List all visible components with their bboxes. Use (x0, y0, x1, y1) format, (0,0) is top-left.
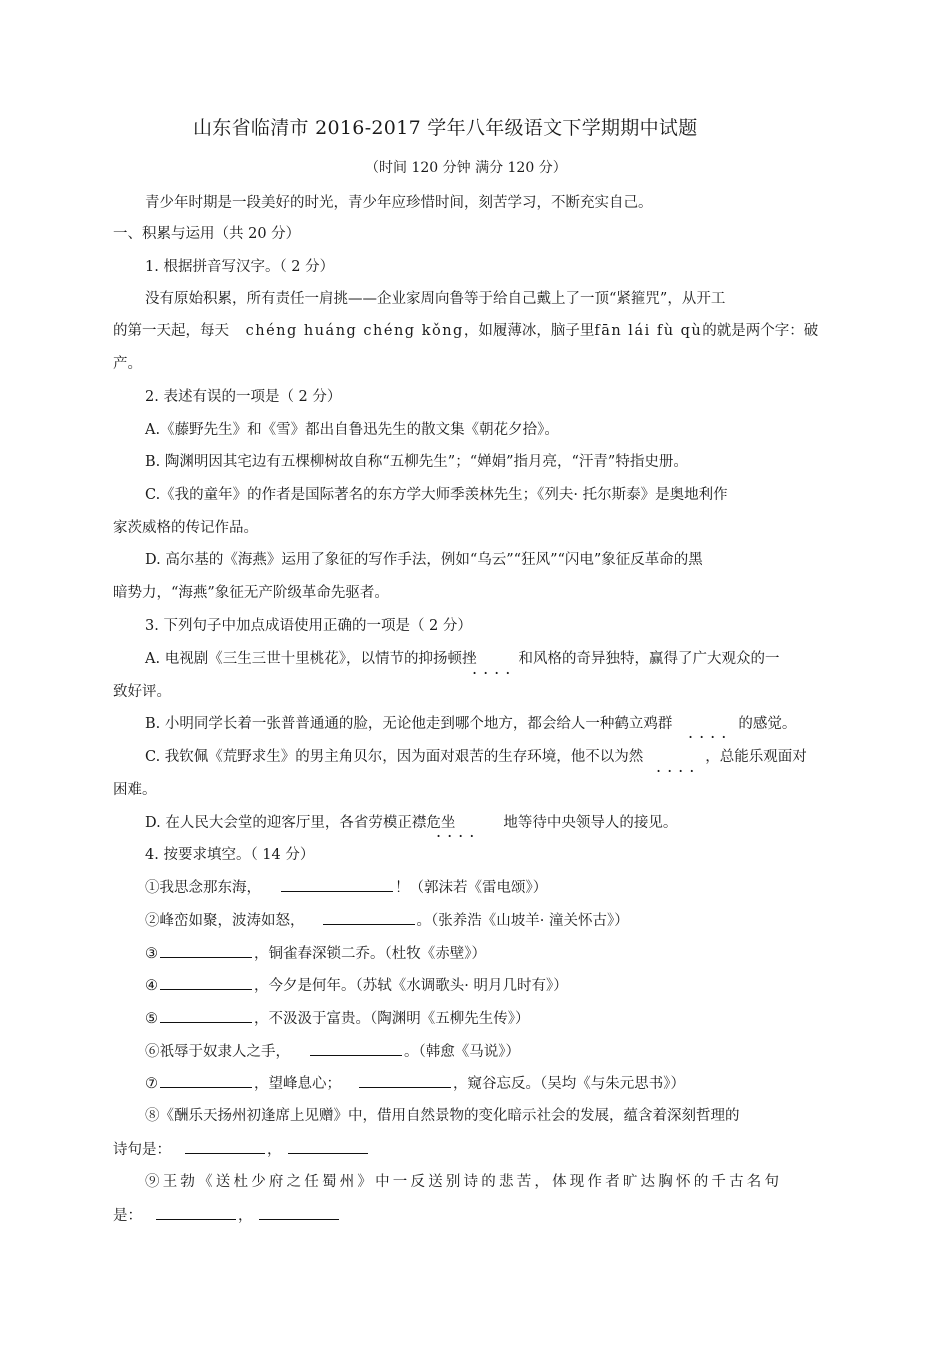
question-3-option-c (145, 747, 807, 767)
question-2-option-c: C.《我的童年》的作者是国际著名的东方学大师季羡林先生；《列夫· 托尔斯泰》是奥地利作 (145, 487, 728, 503)
intro-text: 青少年时期是一段美好的时光，青少年应珍惜时间，刻苦学习，不断充实自己。 (145, 195, 653, 211)
item-text: ⑤ (145, 1011, 158, 1027)
item-text: ，望峰息心； (254, 1076, 341, 1092)
fill-item-5 (145, 1008, 530, 1029)
passage-text: ，如履薄冰，脑子里 (463, 323, 595, 339)
item-text: 。（韩愈《马说》） (404, 1044, 520, 1060)
answer-blank[interactable] (259, 1205, 339, 1220)
fill-item-3 (145, 943, 486, 964)
item-text: 诗句是： (113, 1142, 171, 1158)
question-2-stem: 2. 表述有误的一项是（ 2 分） (145, 389, 342, 405)
question-3-option-c-cont: 困难。 (113, 782, 157, 798)
option-text: 的感觉。 (738, 716, 797, 732)
fill-item-6 (145, 1041, 520, 1062)
item-text: ！（郭沫若《雷电颂》） (395, 880, 548, 896)
pinyin-prompt-2: fān lái fù qù (594, 323, 703, 339)
passage-text: 的第一天起，每天 (113, 323, 229, 339)
item-text: ④ (145, 978, 158, 994)
item-text: ， (238, 1208, 253, 1224)
page-title: 山东省临清市 2016-2017 学年八年级语文下学期期中试题 (193, 117, 698, 139)
question-2-option-c-cont: 家茨威格的传记作品。 (113, 520, 258, 536)
answer-blank[interactable] (310, 1041, 402, 1056)
answer-blank[interactable] (359, 1073, 451, 1088)
item-text: ①我思念那东海， (145, 880, 261, 896)
answer-blank[interactable] (156, 1205, 236, 1220)
item-text: ⑦ (145, 1076, 158, 1092)
fill-item-7 (145, 1073, 685, 1094)
question-1-passage-line: 产。 (113, 356, 142, 372)
item-text: ，不汲汲于富贵。（陶渊明《五柳先生传》） (254, 1011, 530, 1027)
question-2-option-d: D. 高尔基的《海燕》运用了象征的写作手法，例如“乌云”“狂风”“闪电”象征反革命的黑 (145, 552, 703, 568)
answer-blank[interactable] (323, 910, 415, 925)
item-text: ，窥谷忘反。（吴均《与朱元思书》） (453, 1076, 685, 1092)
option-text: ，总能乐观面对 (705, 749, 807, 765)
question-2-option-b: B. 陶渊明因其宅边有五棵柳树故自称“五柳先生”；“婵娟”指月亮，“汗青”特指史册。 (145, 454, 688, 470)
item-text: ⑥祇辱于奴隶人之手， (145, 1044, 290, 1060)
passage-text: 的就是两个字：破 (702, 323, 819, 339)
option-text: D. 在人民大会堂的迎客厅里，各省劳模正襟危坐 (145, 815, 456, 831)
emphasis-dots: .... (472, 659, 517, 678)
option-text: C. 我钦佩《荒野求生》的男主角贝尔，因为面对艰苦的生存环境，他不以为然 (145, 749, 644, 765)
fill-item-8-cont (113, 1139, 370, 1160)
answer-blank[interactable] (288, 1139, 368, 1154)
emphasis-dots: .... (656, 757, 701, 776)
pinyin-prompt-1: chéng huáng chéng kǒng (245, 323, 464, 339)
question-2-option-d-cont: 暗势力，“海燕”象征无产阶级革命先驱者。 (113, 585, 389, 601)
item-text: 是： (113, 1208, 142, 1224)
question-1-passage-line (113, 321, 818, 341)
item-text: ，铜雀春深锁二乔。（杜牧《赤壁》） (254, 946, 486, 962)
question-3-option-a (145, 649, 779, 669)
fill-item-2 (145, 910, 629, 931)
emphasis-dots: .... (436, 822, 481, 841)
fill-item-9: ⑨王勃《送杜少府之任蜀州》中一反送别诗的悲苦，体现作者旷达胸怀的千古名句 (145, 1174, 783, 1190)
section-heading: 一、积累与运用（共 20 分） (113, 226, 301, 242)
item-text: ，今夕是何年。（苏轼《水调歌头· 明月几时有》） (254, 978, 568, 994)
item-text: ②峰峦如聚，波涛如怒， (145, 913, 305, 929)
question-2-option-a: A.《藤野先生》和《雪》都出自鲁迅先生的散文集《朝花夕拾》。 (145, 422, 559, 438)
answer-blank[interactable] (160, 1008, 252, 1023)
item-text: ， (267, 1142, 282, 1158)
option-text: B. 小明同学长着一张普普通通的脸，无论他走到哪个地方，都会给人一种鹤立鸡群 (145, 716, 673, 732)
item-text: 。（张养浩《山坡羊· 潼关怀古》） (416, 913, 629, 929)
answer-blank[interactable] (160, 975, 252, 990)
fill-item-9-cont (113, 1205, 341, 1226)
question-1-passage-line: 没有原始积累，所有责任一肩挑——企业家周向鲁等于给自己戴上了一顶“紧箍咒”，从开工 (145, 291, 726, 307)
fill-item-4 (145, 975, 568, 996)
option-text: A. 电视剧《三生三世十里桃花》，以情节的抑扬顿挫 (145, 651, 477, 667)
question-3-stem: 3. 下列句子中加点成语使用正确的一项是（ 2 分） (145, 618, 472, 634)
item-text: ③ (145, 946, 158, 962)
answer-blank[interactable] (160, 1073, 252, 1088)
question-3-option-d (145, 813, 677, 833)
exam-time-info: （时间 120 分钟 满分 120 分） (365, 160, 567, 176)
fill-item-1 (145, 877, 547, 898)
option-text: 和风格的奇异独特，赢得了广大观众的一 (518, 651, 780, 667)
answer-blank[interactable] (281, 877, 393, 892)
question-3-option-a-cont: 致好评。 (113, 684, 171, 700)
option-text: 地等待中央领导人的接见。 (503, 815, 678, 831)
fill-item-8: ⑧《酬乐天扬州初逢席上见赠》中，借用自然景物的变化暗示社会的发展，蕴含着深刻哲理的 (145, 1108, 740, 1124)
answer-blank[interactable] (160, 943, 252, 958)
question-4-stem: 4. 按要求填空。（ 14 分） (145, 847, 315, 863)
question-1-stem: 1. 根据拼音写汉字。（ 2 分） (145, 259, 335, 275)
emphasis-dots: .... (688, 723, 733, 742)
answer-blank[interactable] (185, 1139, 265, 1154)
